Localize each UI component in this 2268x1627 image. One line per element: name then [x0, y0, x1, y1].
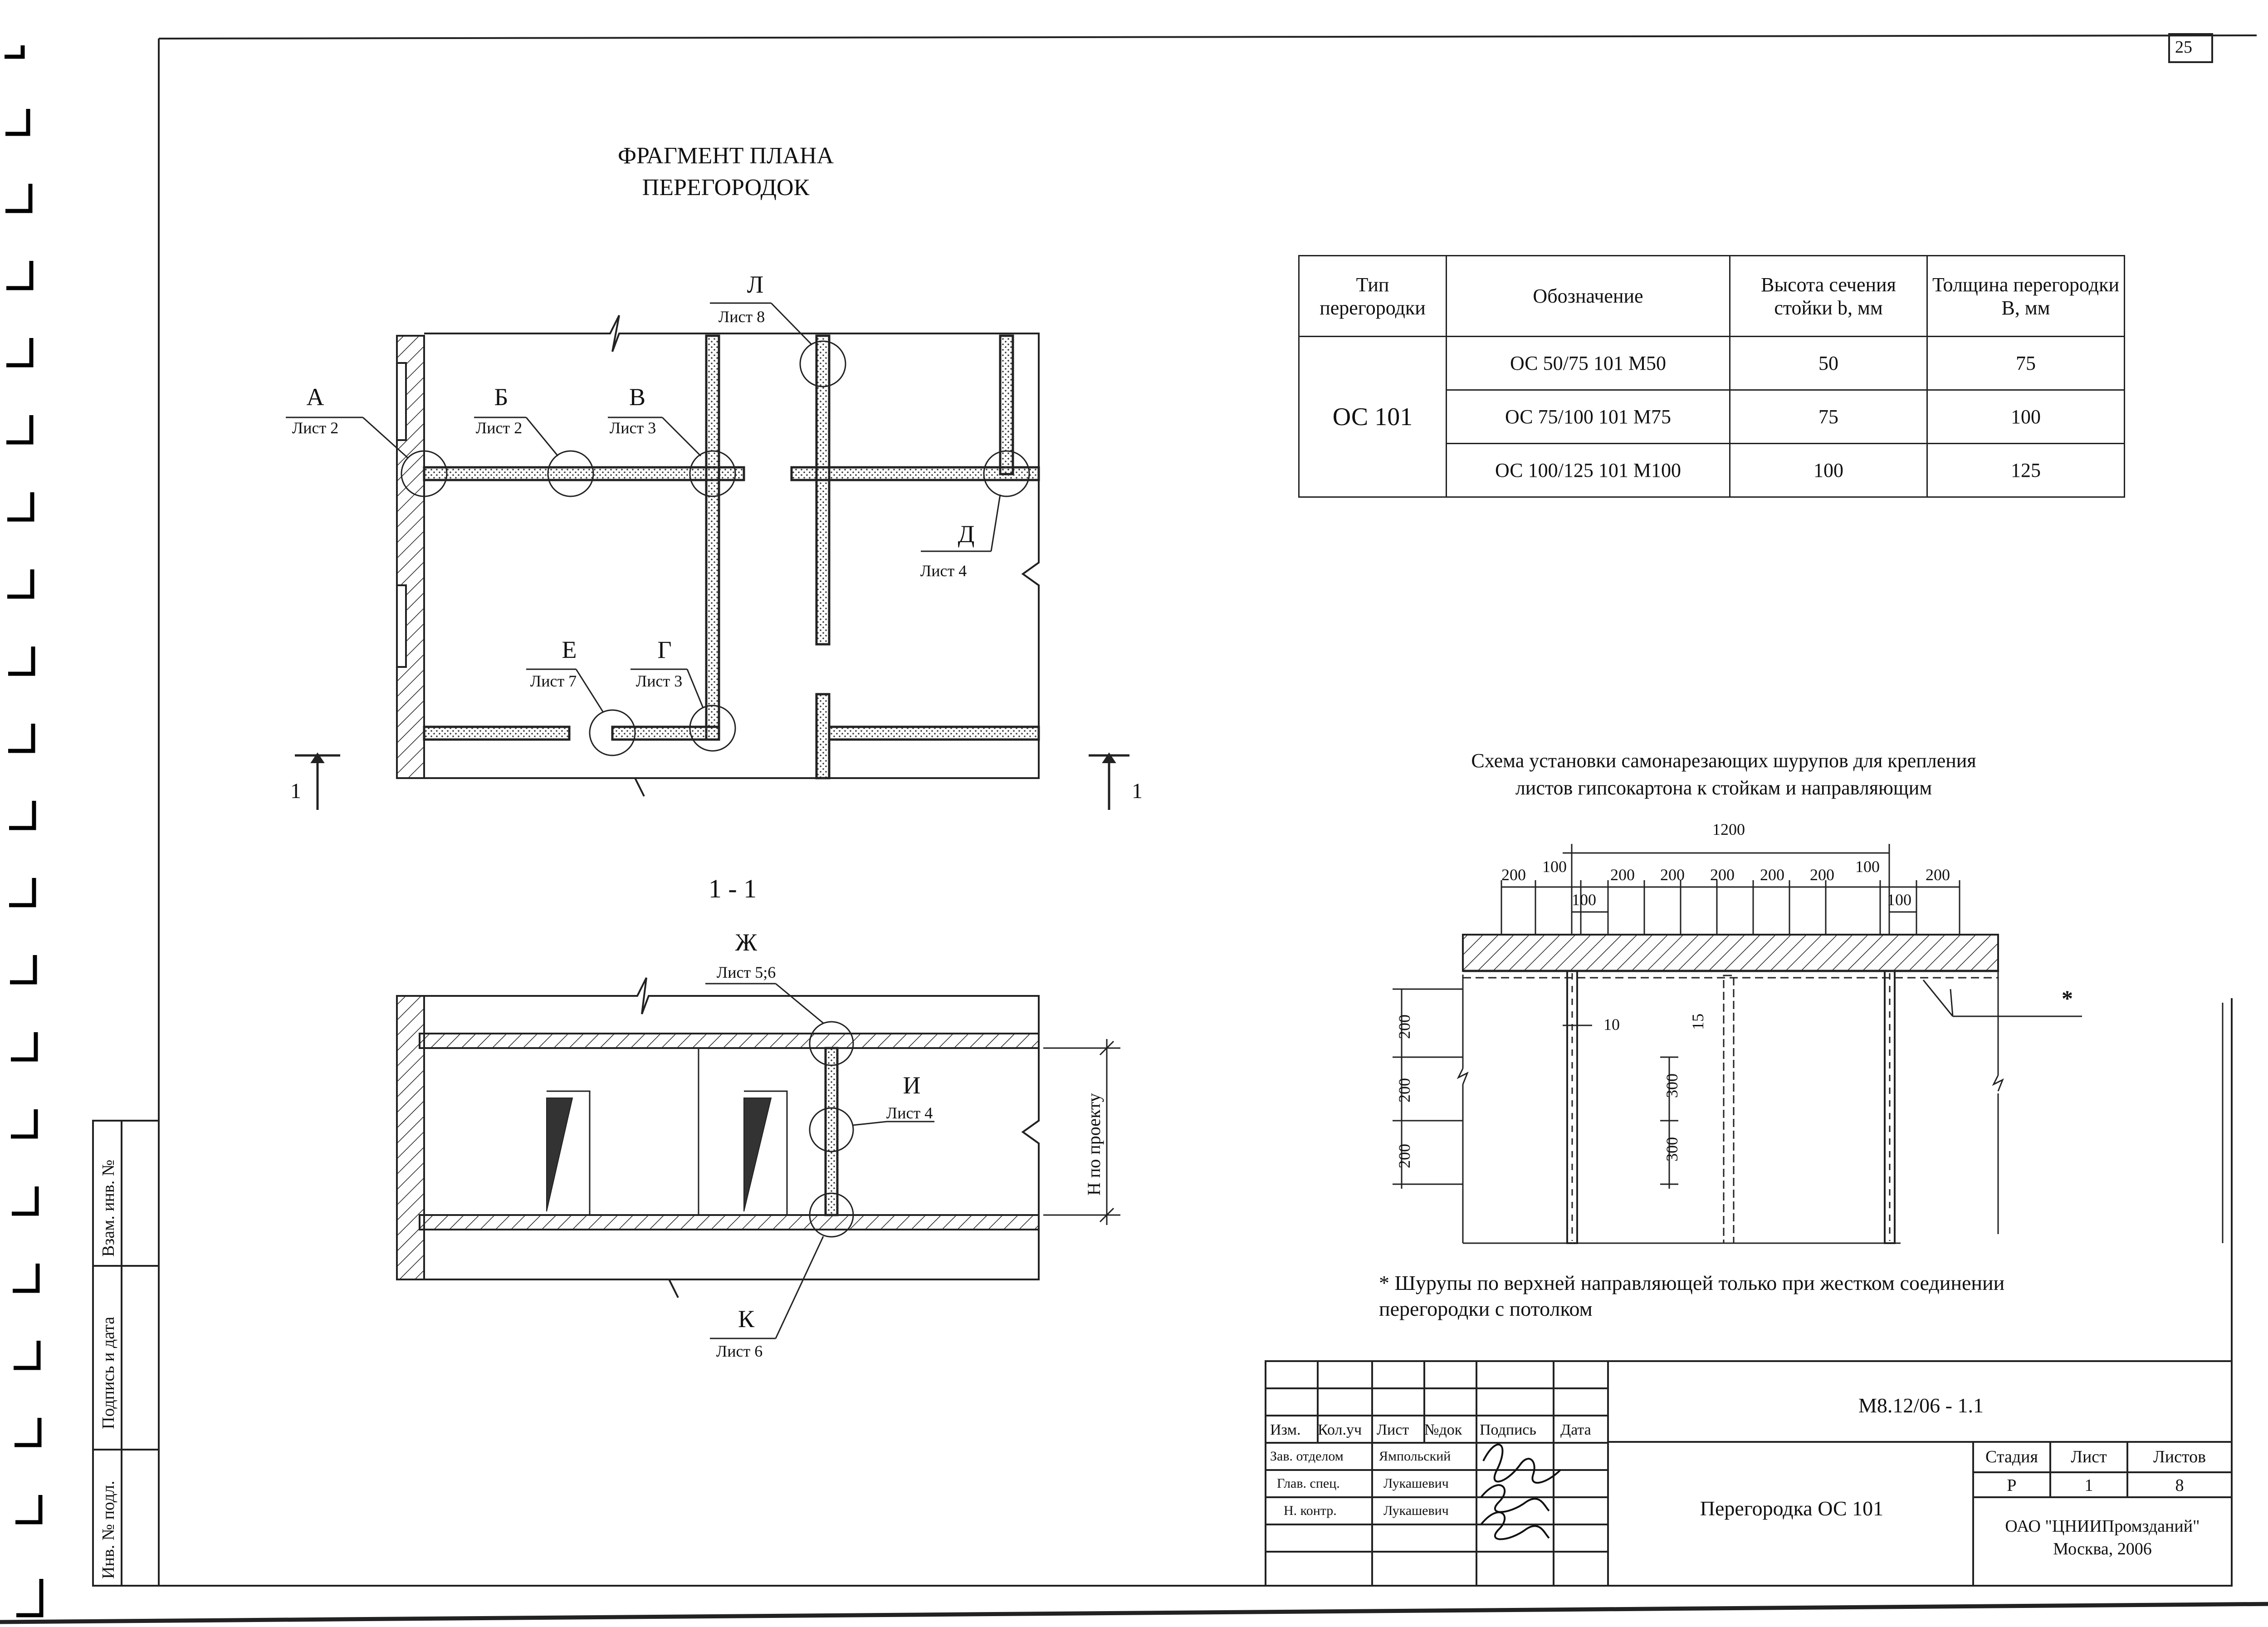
table-header: Тип перегородки: [1299, 256, 1447, 337]
dim-label: 100: [1542, 858, 1567, 876]
table-cell: ОС 50/75 101 М50: [1447, 337, 1730, 390]
section-title: 1 - 1: [708, 874, 757, 903]
dim-label: 200: [1710, 866, 1735, 884]
screw-scheme-drawing: [1393, 844, 2223, 1243]
asterisk-mark: *: [2062, 985, 2073, 1011]
org-line2: Москва, 2006: [2053, 1539, 2152, 1558]
callout-sheet: Лист 7: [530, 672, 577, 690]
staff-name: Лукашевич: [1383, 1476, 1449, 1491]
staff-role: Н. контр.: [1284, 1503, 1337, 1518]
callout-sheet: Лист 6: [716, 1342, 763, 1360]
callout-letter: И: [903, 1072, 921, 1099]
stamp-field: Взам. инв. №: [99, 1159, 118, 1257]
plan-drawing: [286, 303, 1129, 810]
stamp-field: Инв. № подл.: [99, 1480, 118, 1579]
dim-label: 200: [1660, 866, 1685, 884]
callout-letter: Л: [747, 271, 764, 298]
col-header: Лист: [1377, 1421, 1409, 1438]
plan-title-line1: ФРАГМЕНТ ПЛАНА: [617, 143, 834, 169]
col-header: Кол.уч: [1318, 1421, 1362, 1438]
callout-letter: Б: [494, 383, 508, 411]
stage-value: 8: [2175, 1476, 2184, 1495]
table-cell: ОС 75/100 101 М75: [1447, 390, 1730, 444]
dim-label: 10: [1603, 1015, 1620, 1034]
stage-value: Р: [2007, 1476, 2017, 1495]
dim-label: 100: [1887, 891, 1911, 909]
table-cell: 75: [1927, 337, 2125, 390]
note-line2: перегородки с потолком: [1379, 1297, 1593, 1320]
callout-letter: Е: [562, 636, 577, 663]
col-header: Дата: [1560, 1421, 1591, 1438]
dim-label: 300: [1663, 1137, 1681, 1161]
callout-sheet: Лист 3: [635, 672, 683, 690]
page-number: 25: [2175, 38, 2192, 57]
stage-header: Стадия: [1985, 1447, 2038, 1466]
dim-label: 300: [1663, 1073, 1681, 1098]
stage-header: Лист: [2071, 1447, 2107, 1466]
plan-title-line2: ПЕРЕГОРОДОК: [642, 175, 810, 201]
col-header: №док: [1424, 1421, 1462, 1438]
callout-letter: К: [738, 1305, 755, 1333]
callout-sheet: Лист 4: [886, 1104, 933, 1122]
callout-letter: Г: [657, 636, 672, 663]
callout-sheet: Лист 2: [475, 419, 523, 437]
org-line1: ОАО "ЦНИИПромзданий": [2005, 1517, 2200, 1536]
callout-sheet: Лист 8: [718, 308, 765, 326]
dim-label: 200: [1395, 1014, 1413, 1039]
staff-role: Зав. отделом: [1270, 1449, 1344, 1464]
note-line1: * Шурупы по верхней направляющей только при жестком соединении: [1379, 1271, 2005, 1294]
dim-label: 200: [1760, 866, 1784, 884]
dim-label: 1200: [1712, 820, 1745, 838]
screw-scheme-title-line2: листов гипсокартона к стойкам и направляющим: [1515, 777, 1932, 799]
dim-label: 200: [1501, 866, 1526, 884]
callout-letter: Д: [958, 520, 975, 548]
table-cell: 50: [1730, 337, 1927, 390]
callout-sheet: Лист 5;6: [716, 963, 776, 981]
table-header: Толщина перегородки В, мм: [1927, 256, 2125, 337]
cut-mark-label: 1: [1132, 779, 1143, 803]
cut-mark-label: 1: [290, 779, 301, 803]
stage-value: 1: [2084, 1476, 2093, 1495]
staff-name: Лукашевич: [1383, 1503, 1449, 1518]
callout-letter: А: [306, 383, 324, 411]
table-cell: 75: [1730, 390, 1927, 444]
dim-label: 200: [1610, 866, 1635, 884]
table-cell: ОС 100/125 101 М100: [1447, 444, 1730, 497]
dim-label: 100: [1572, 891, 1596, 909]
callout-letter: В: [629, 383, 646, 411]
stage-header: Листов: [2153, 1447, 2206, 1466]
callout-sheet: Лист 4: [920, 562, 967, 580]
table-type-cell: ОС 101: [1299, 337, 1447, 497]
staff-name: Ямпольский: [1379, 1449, 1451, 1464]
dim-label: 200: [1810, 866, 1834, 884]
callout-sheet: Лист 3: [609, 419, 656, 437]
col-header: Подпись: [1480, 1421, 1536, 1438]
dim-label: 100: [1855, 858, 1880, 876]
height-dim-label: Н по проекту: [1084, 1093, 1104, 1196]
table-cell: 100: [1927, 390, 2125, 444]
doc-title: Перегородка ОС 101: [1700, 1497, 1884, 1520]
table-header: Обозначение: [1447, 256, 1730, 337]
callout-sheet: Лист 2: [292, 419, 339, 437]
binding-marks: [5, 45, 41, 1615]
table-cell: 125: [1927, 444, 2125, 497]
callout-letter: Ж: [735, 929, 758, 956]
table-header: Высота сечения стойки b, мм: [1730, 256, 1927, 337]
dim-label: 15: [1689, 1014, 1707, 1030]
dim-label: 200: [1926, 866, 1950, 884]
dim-label: 200: [1395, 1078, 1413, 1103]
spec-table: [1298, 255, 2125, 498]
screw-scheme-title-line1: Схема установки самонарезающих шурупов для крепления: [1471, 750, 1976, 772]
col-header: Изм.: [1270, 1421, 1301, 1438]
doc-code: М8.12/06 - 1.1: [1858, 1394, 1984, 1417]
staff-role: Глав. спец.: [1277, 1476, 1340, 1491]
section-drawing: [397, 978, 1120, 1338]
stamp-field: Подпись и дата: [99, 1316, 118, 1429]
dim-label: 200: [1395, 1144, 1413, 1168]
table-cell: 100: [1730, 444, 1927, 497]
